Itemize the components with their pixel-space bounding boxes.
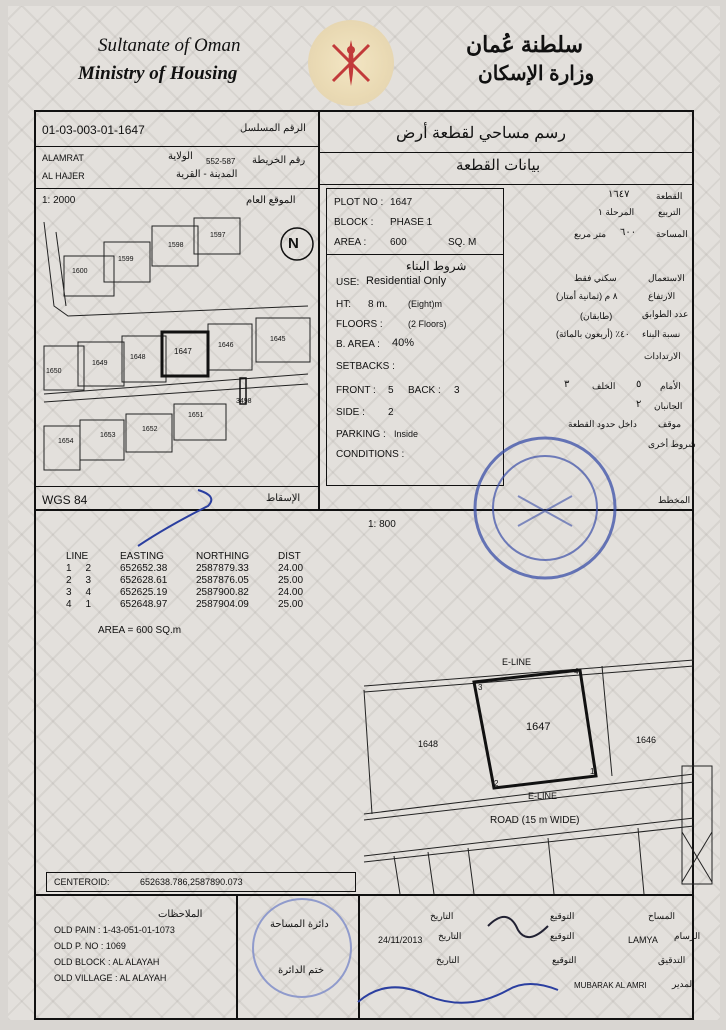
serial-label: الرقم المسلسل: [240, 123, 306, 134]
building-conditions-label: شروط البناء: [406, 259, 467, 273]
use-ar: سكني فقط: [574, 273, 617, 283]
barea-ar-label: نسبة البناء: [642, 329, 681, 339]
ht-ar-label: الارتفاع: [648, 291, 676, 301]
plot-1650: 1650: [46, 368, 62, 375]
area-value: 600: [390, 237, 407, 248]
signature-label-1: التوقيع: [550, 911, 575, 921]
area-text: AREA = 600 SQ.m: [98, 625, 182, 636]
table-row: 2 3 652628.61 2587876.05 25.00: [66, 575, 304, 586]
plot-1597: 1597: [210, 232, 226, 239]
table-row: 3 4 652625.19 2587900.82 24.00: [66, 587, 304, 598]
wilayat-value: ALAMRAT: [42, 153, 84, 163]
plot-1599: 1599: [118, 256, 134, 263]
title-en-2: Ministry of Housing: [78, 63, 238, 84]
barea-label: B. AREA :: [336, 339, 380, 350]
corner-2: 2: [494, 779, 499, 788]
date-label-3: التاريخ: [436, 955, 460, 965]
side-label: SIDE :: [336, 407, 365, 418]
director-name: MUBARAK AL AMRI: [574, 981, 647, 990]
parking-label: PARKING :: [336, 429, 386, 440]
plot-1647-plan: 1647: [526, 721, 551, 733]
block-label: BLOCK :: [334, 217, 374, 228]
area-ar: ٦٠٠: [620, 227, 637, 238]
ht-value: 8 m.: [368, 299, 388, 310]
plot-no-ar-label: القطعة: [656, 191, 683, 201]
village-label: المدينة - القرية: [176, 169, 238, 180]
parking-ar: داخل حدود القطعة: [568, 419, 637, 429]
front-ar-label: الأمام: [660, 381, 681, 391]
plot-1654: 1654: [58, 438, 74, 445]
col-line: LINE: [66, 551, 89, 562]
plan-label: المخطط: [658, 495, 691, 505]
title-ar-2: وزارة الإسكان: [478, 63, 595, 85]
plan-scale: 1: 800: [368, 519, 396, 530]
plot-1651: 1651: [188, 412, 204, 419]
table-row: 1 2 652652.38 2587879.33 24.00: [66, 563, 304, 574]
col-northing: NORTHING: [196, 551, 250, 562]
datum: WGS 84: [42, 493, 88, 507]
plot-1600: 1600: [72, 268, 88, 275]
front-label: FRONT :: [336, 385, 376, 396]
col-dist: DIST: [278, 551, 301, 562]
parking-ar-label: موقف: [658, 419, 682, 429]
title-ar-1: سلطنة عُمان: [466, 32, 584, 57]
eline-top: E-LINE: [502, 657, 532, 667]
north-arrow-icon: N: [288, 235, 299, 252]
date-label-2: التاريخ: [438, 931, 462, 941]
eline-bottom: E-LINE: [528, 791, 558, 801]
centeroid-label: CENTEROID:: [54, 877, 110, 887]
plot-no-label: PLOT NO :: [334, 197, 384, 208]
setbacks-label: SETBACKS :: [336, 361, 395, 372]
handwritten-signatures: [8, 6, 726, 1030]
signature-label-3: التوقيع: [552, 955, 577, 965]
plot-1653: 1653: [100, 432, 116, 439]
plot-no-ar: ١٦٤٧: [608, 189, 630, 200]
block-ar: المرحلة ١: [598, 207, 635, 217]
side-value: 2: [388, 407, 394, 418]
conditions-ar-label: شروط أخرى: [648, 439, 696, 449]
title-en-1: Sultanate of Oman: [98, 35, 241, 56]
plot-1649: 1649: [92, 360, 108, 367]
barea-value: 40%: [392, 337, 415, 349]
plot-1598: 1598: [168, 242, 184, 249]
director-label: المدير: [672, 979, 695, 989]
ht-label: HT:: [336, 299, 351, 310]
old-village: OLD VILLAGE : AL ALAYAH: [54, 973, 167, 983]
plot-1648: 1648: [130, 354, 146, 361]
draft-date: 24/11/2013: [378, 935, 423, 945]
floors-ar-label: عدد الطوابق: [642, 309, 689, 319]
survey-sheet: [8, 6, 720, 1020]
front-ar: ٥: [636, 379, 642, 390]
plot-no: 1647: [390, 197, 413, 208]
plot-1647-location: 1647: [174, 347, 192, 356]
old-block: OLD BLOCK : AL ALAYAH: [54, 957, 160, 967]
plot-1652: 1652: [142, 426, 158, 433]
plot-3498: 3498: [236, 398, 252, 405]
ht-ar: ٨ م (ثمانية أمتار): [556, 291, 618, 301]
table-row: 4 1 652648.97 2587904.09 25.00: [66, 599, 304, 610]
location-label: الموقع العام: [246, 195, 296, 206]
old-pain: OLD PAIN : 1-43-051-01-1073: [54, 925, 175, 935]
plot-survey-title: رسم مساحي لقطعة أرض: [396, 125, 566, 142]
road-label: ROAD (15 m WIDE): [490, 815, 580, 826]
side-ar-label: الجانبان: [654, 401, 683, 411]
area-ar-label: المساحة: [656, 229, 688, 239]
setbacks-ar-label: الارتدادات: [644, 351, 681, 361]
corner-1: 1: [590, 767, 595, 776]
date-label-1: التاريخ: [430, 911, 454, 921]
signature-label-2: التوقيع: [550, 931, 575, 941]
plot-data-label: بيانات القطعة: [456, 157, 541, 174]
back-ar-label: الخلف: [592, 381, 616, 391]
location-scale: 1: 2000: [42, 195, 76, 206]
use-value: Residential Only: [366, 275, 447, 287]
draftsman-label: الرسام: [674, 931, 701, 941]
checker-label: التدقيق: [658, 955, 686, 965]
village-value: AL HAJER: [42, 171, 85, 181]
use-label: USE:: [336, 277, 360, 288]
stamp-top-text: دائرة المساحة: [270, 919, 329, 930]
projection-label: الإسقاط: [266, 493, 301, 504]
use-ar-label: الاستعمال: [648, 273, 685, 283]
area-unit: SQ. M: [448, 237, 477, 248]
corner-3: 3: [478, 683, 483, 692]
old-plot-no: OLD P. NO : 1069: [54, 941, 126, 951]
back-label: BACK :: [408, 385, 441, 396]
parking-value: Inside: [394, 429, 419, 439]
block-value: PHASE 1: [390, 217, 433, 228]
map-number-label: رقم الخريطة: [252, 155, 306, 166]
barea-ar: ٤٠٪ (أربعون بالمائة): [556, 329, 630, 339]
front-value: 5: [388, 385, 394, 396]
block-ar-label: التربيع: [658, 207, 681, 217]
plot-1645: 1645: [270, 336, 286, 343]
centeroid-value: 652638.786,2587890.073: [140, 877, 243, 887]
area-ar-unit: متر مربع: [574, 229, 607, 239]
floors-value: (2 Floors): [408, 319, 447, 329]
back-value: 3: [454, 385, 460, 396]
col-easting: EASTING: [120, 551, 164, 562]
plot-1648-plan: 1648: [418, 739, 439, 749]
remarks-label: الملاحظات: [158, 909, 203, 920]
conditions-label: CONDITIONS :: [336, 449, 405, 460]
floors-label: FLOORS :: [336, 319, 383, 330]
stamp-bottom-text: ختم الدائرة: [278, 965, 325, 976]
back-ar: ٣: [564, 379, 570, 390]
plot-1646-plan: 1646: [636, 735, 657, 745]
draftsman-name: LAMYA: [628, 935, 658, 945]
floors-ar: (طابقان): [580, 311, 613, 321]
plot-1646: 1646: [218, 342, 234, 349]
map-number: 552-587: [206, 157, 236, 166]
wilayat-label: الولاية: [168, 151, 193, 162]
side-ar: ٢: [636, 399, 642, 410]
surveyor-label: المساح: [648, 911, 676, 921]
area-label: AREA :: [334, 237, 367, 248]
corner-4: 4: [574, 667, 579, 676]
ht-words: (Eight)m: [408, 299, 443, 309]
serial-number: 01-03-003-01-1647: [42, 123, 145, 137]
